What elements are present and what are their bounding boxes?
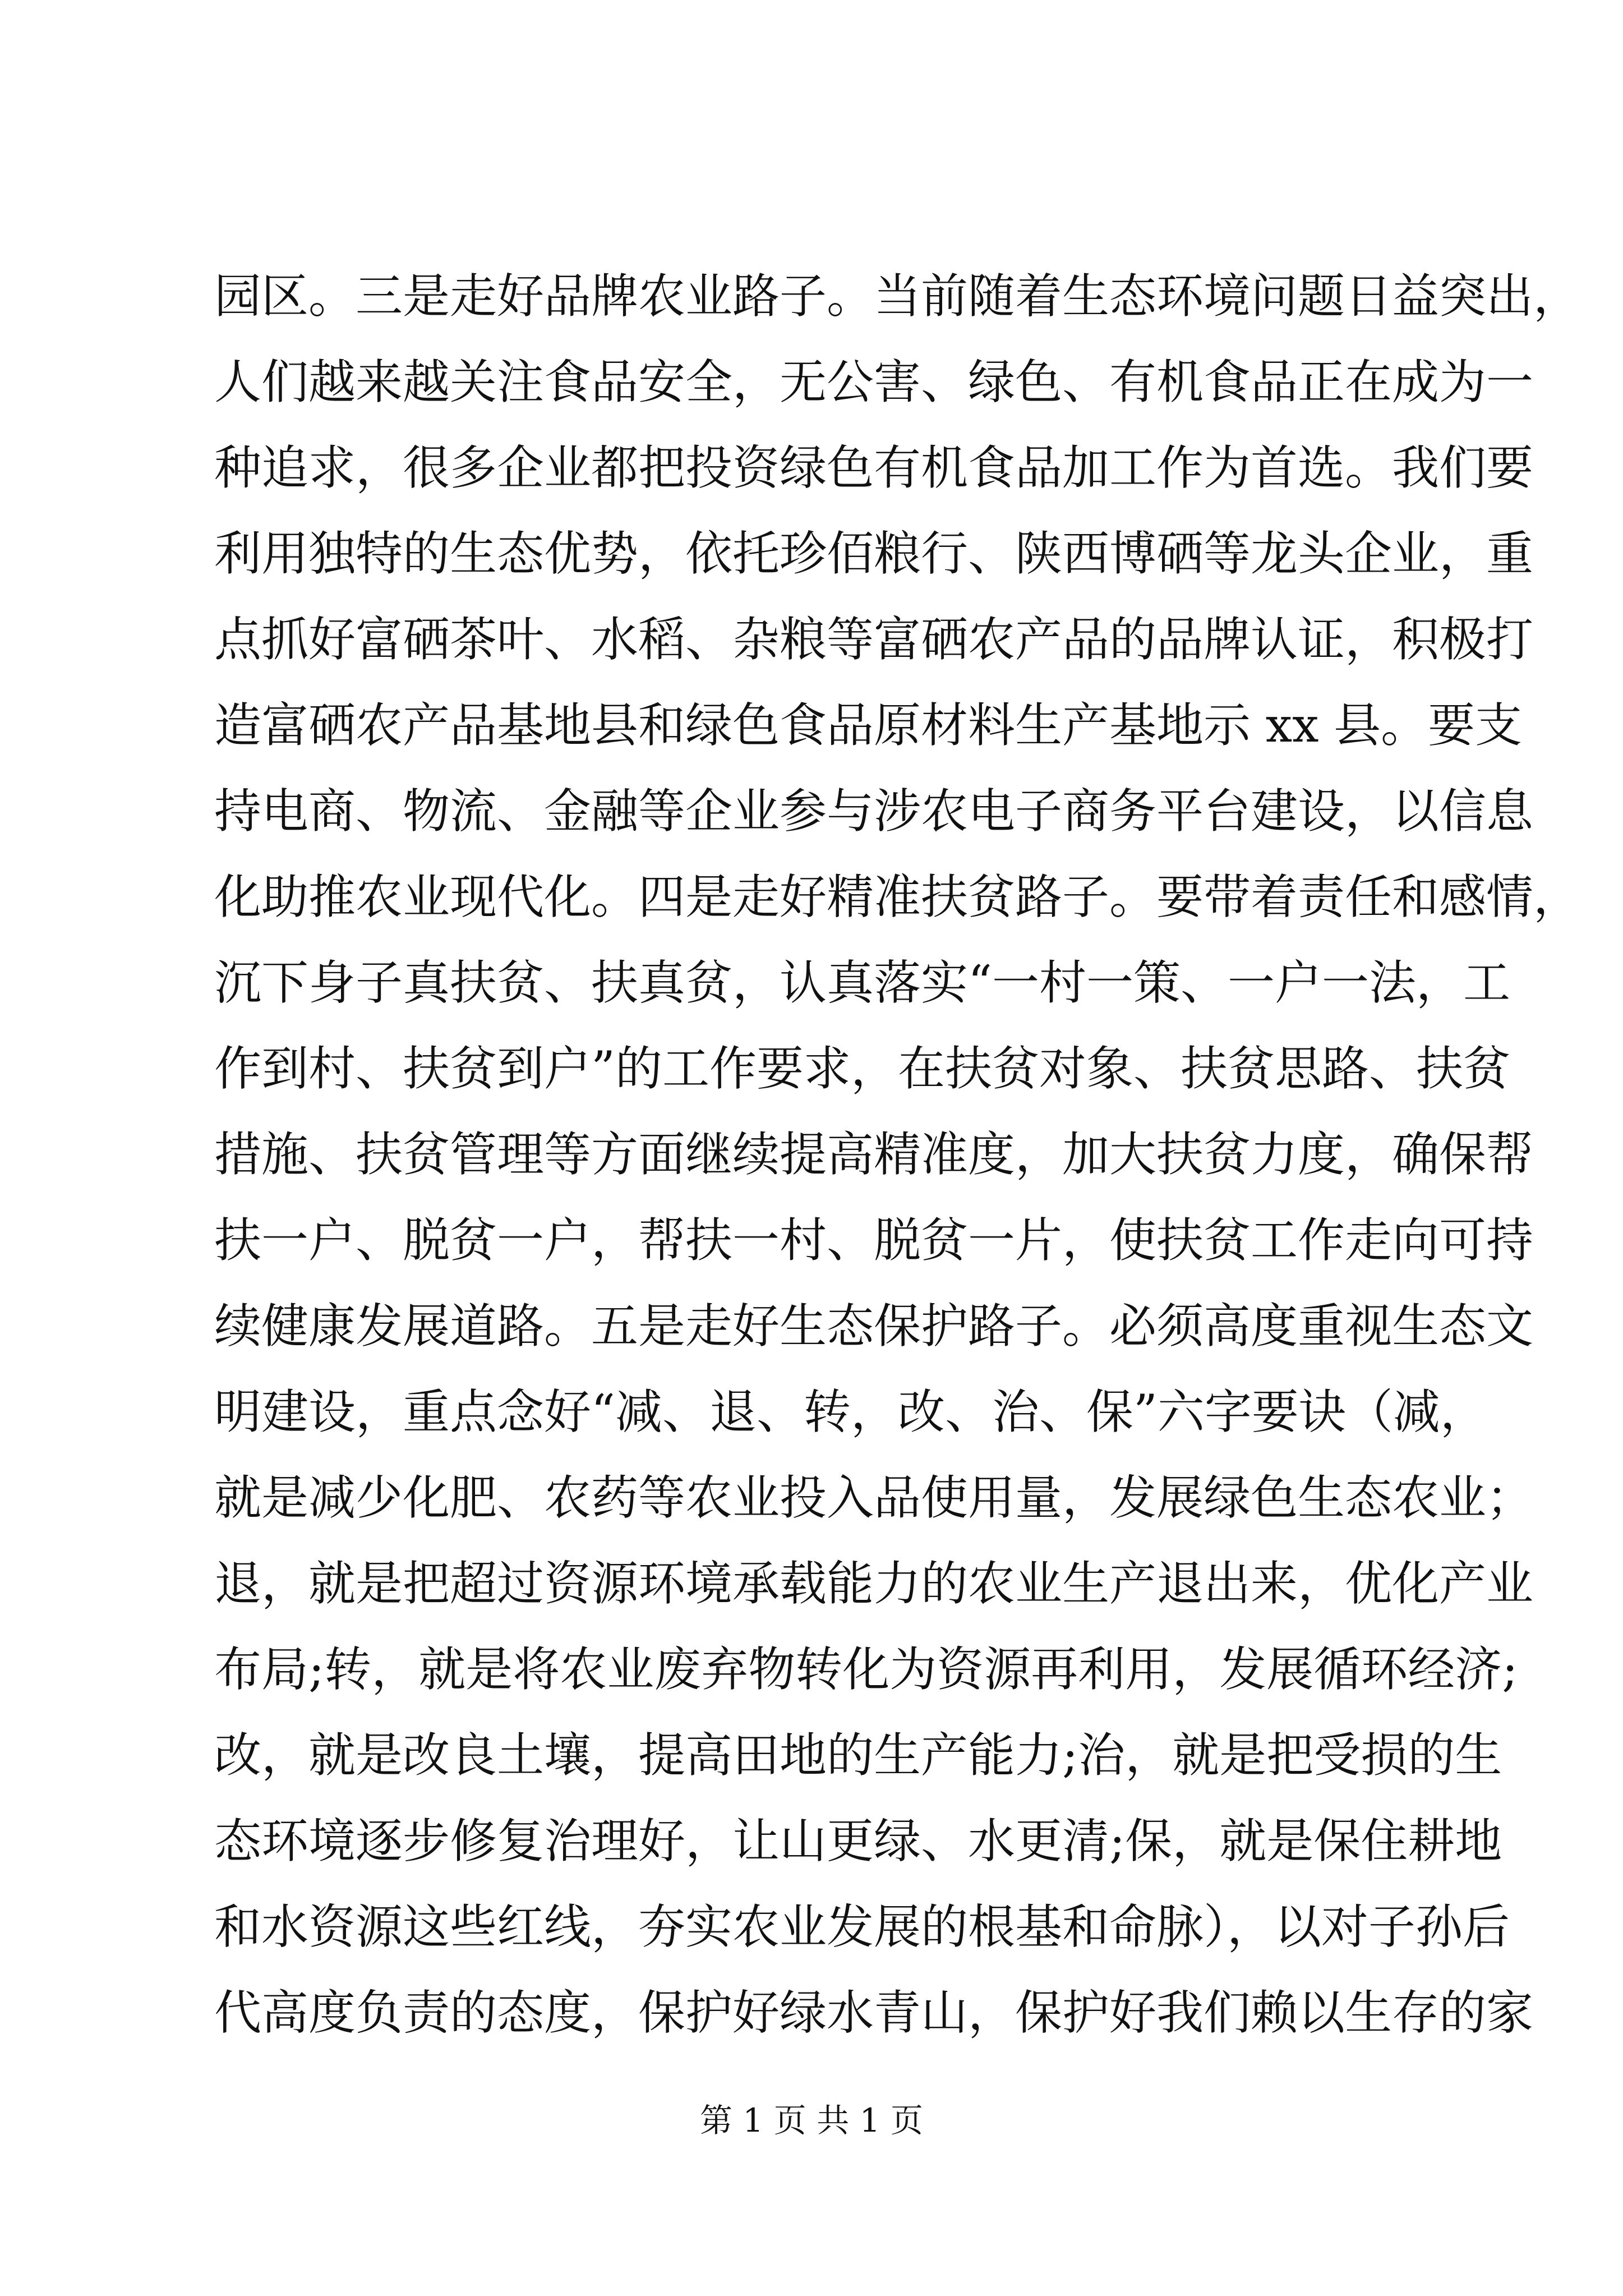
text-line: 续健康发展道路。五是走好生态保护路子。必须高度重视生态文 (214, 1299, 1534, 1354)
text-line: 退，就是把超过资源环境承载能力的农业生产退出来，优化产业 (214, 1556, 1534, 1611)
text-line: 人们越来越关注食品安全，无公害、绿色、有机食品正在成为一 (214, 355, 1534, 409)
text-line: 沉下身子真扶贫、扶真贫，认真落实“一村一策、一户一法，工 (214, 955, 1510, 1010)
text-line: 态环境逐步修复治理好，让山更绿、水更清;保，就是保住耕地 (214, 1814, 1502, 1869)
page-number-footer: 第 1 页 共 1 页 (700, 2101, 923, 2139)
text-line: 和水资源这些红线，夯实农业发展的根基和命脉），以对子孙后 (214, 1899, 1510, 1954)
text-line: 化助推农业现代化。四是走好精准扶贫路子。要带着责任和感情， (214, 869, 1581, 924)
text-line: 改，就是改良土壤，提高田地的生产能力;治，就是把受损的生 (214, 1728, 1502, 1783)
text-line: 持电商、物流、金融等企业参与涉农电子商务平台建设，以信息 (214, 784, 1534, 839)
text-line: 种追求，很多企业都把投资绿色有机食品加工作为首选。我们要 (214, 440, 1534, 495)
text-line: 园区。三是走好品牌农业路子。当前随着生态环境问题日益突出， (214, 269, 1581, 324)
text-line: 代高度负责的态度，保护好绿水青山，保护好我们赖以生存的家 (214, 1985, 1534, 2040)
body-text (214, 254, 1581, 2056)
text-line: 造富硒农产品基地县和绿色食品原材料生产基地示 xx 县。要支 (214, 698, 1523, 753)
text-line: 点抓好富硒茶叶、水稻、杂粮等富硒农产品的品牌认证，积极打 (214, 612, 1534, 667)
text-line: 扶一户、脱贫一户，帮扶一村、脱贫一片，使扶贫工作走向可持 (214, 1213, 1534, 1268)
text-line: 措施、扶贫管理等方面继续提高精准度，加大扶贫力度，确保帮 (214, 1127, 1534, 1182)
text-line: 明建设，重点念好“减、退、转，改、治、保”六字要诀（减， (214, 1384, 1487, 1439)
text-line: 作到村、扶贫到户”的工作要求，在扶贫对象、扶贫思路、扶贫 (214, 1041, 1510, 1096)
text-line: 就是减少化肥、农药等农业投入品使用量，发展绿色生态农业； (214, 1470, 1534, 1525)
text-line: 布局;转，就是将农业废弃物转化为资源再利用，发展循环经济; (214, 1642, 1518, 1697)
text-line: 利用独特的生态优势，依托珍佰粮行、陕西博硒等龙头企业，重 (214, 526, 1534, 581)
